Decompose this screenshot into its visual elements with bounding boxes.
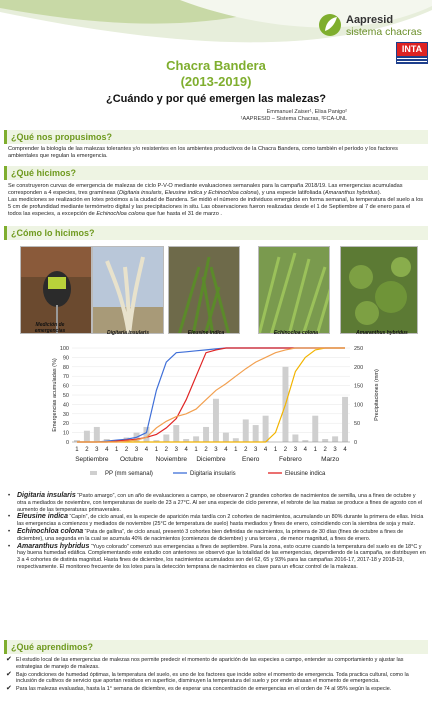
poster-years: (2013-2019): [180, 74, 252, 89]
x-week-label: 4: [303, 447, 307, 453]
y-tick-label: 0: [65, 440, 69, 446]
precip-bar: [84, 431, 90, 442]
x-week-label: 2: [244, 447, 248, 453]
propose-text: Comprender la biología de las malezas tolerantes y/o resistentes en los ambientes productivos de la Chacra Bandera, como también el período y los factores ambientales que regulan la emergencia.: [8, 146, 398, 159]
y-tick-label: 90: [62, 355, 69, 362]
y-axis-title: Emergencias acumuladas (%): [52, 358, 58, 432]
precip-bar: [173, 425, 179, 442]
precip-bar: [292, 434, 298, 442]
y-tick-label: 70: [62, 374, 69, 381]
result-item: [8, 493, 426, 513]
aapresid-logo: [318, 12, 428, 42]
x-week-label: 1: [115, 447, 119, 453]
y-tick-label: 100: [59, 346, 69, 352]
y-tick-label: 60: [62, 383, 69, 390]
result-text: “Pata de gallina”, de ciclo anual, presentó 3 cohortes bien definidas de nacimientos, la primera de 30 días (fines de octubre a fines de diciembre), una segunda en la cual se acumula 40% de nacimientos (comienzos de diciembre) y una tercera , de menor magnitud, a fines de enero.: [17, 528, 404, 542]
done-p2: Las mediciones se realización en lotes próximos a la ciudad de Bandera. Se midió el número de individuos emergidos en forma semanal, la temperatura del suelo a los 5 cm de profundidad mediante termómetro digital y las precipitaciones in situ. Las observaciones fueron realizadas desde el 1 de Septiembre al 7 de enero para el todos las especies, a excepción de: [8, 197, 424, 217]
y-tick-label: 30: [62, 411, 69, 418]
result-item: [8, 544, 426, 571]
precip-bar: [163, 434, 169, 442]
precip-bar: [342, 397, 348, 442]
results-list: [8, 493, 426, 572]
y2-tick-label: 100: [354, 402, 364, 409]
emergence-chart: [50, 342, 390, 492]
x-week-label: 1: [194, 447, 198, 453]
precip-bar: [253, 425, 259, 442]
done-text: [8, 183, 424, 218]
result-item: [8, 514, 426, 528]
inta-text: INTA: [397, 43, 427, 56]
y-tick-label: 40: [62, 402, 69, 409]
precip-bar: [322, 439, 328, 442]
x-week-label: 1: [313, 447, 317, 453]
learned-item: [6, 657, 426, 671]
x-month-label: Septiembre: [75, 456, 109, 463]
x-week-label: 1: [234, 447, 238, 453]
precip-bar: [223, 433, 229, 442]
x-month-label: Enero: [242, 456, 260, 463]
learned-text: El estudio local de las emergencias de malezas nos permite predecir el momento de aparición de las especies a campo, entender su comportamiento y ajustar las estrategias de manejo de malezas.: [16, 657, 404, 670]
x-week-label: 3: [174, 447, 178, 453]
photo-amaranthus: [340, 246, 418, 334]
result-species: Amaranthus hybridus: [17, 542, 90, 550]
done-p2-species: Echinochloa colona: [96, 211, 145, 217]
learned-item: [6, 672, 426, 686]
legend-label: Eleusine indica: [285, 471, 326, 477]
result-species: Eleusine indica: [17, 513, 68, 521]
x-week-label: 3: [293, 447, 298, 453]
x-week-label: 4: [184, 447, 188, 453]
aapresid-leaf-icon: [318, 12, 342, 38]
precip-bar: [193, 436, 199, 442]
photo-caption-4: Echinocloa colona: [273, 330, 319, 336]
legend-swatch: [90, 471, 97, 475]
precip-bar: [143, 427, 149, 442]
x-month-label: Febrero: [279, 456, 302, 463]
check-icon: ✔: [6, 685, 12, 693]
y-tick-label: 20: [62, 421, 69, 428]
x-week-label: 3: [134, 447, 139, 453]
x-month-label: Octubre: [120, 456, 144, 463]
x-week-label: 2: [164, 447, 168, 453]
learned-list: [6, 657, 426, 694]
section-heading-done: ¿Qué hicimos?: [4, 166, 428, 180]
y2-tick-label: 50: [354, 421, 361, 428]
x-week-label: 2: [85, 447, 89, 453]
check-icon: ✔: [6, 670, 12, 678]
photo-caption-5: Amaranthus hybridus: [356, 330, 408, 336]
y2-tick-label: 0: [354, 440, 358, 446]
photo-digitaria: [92, 246, 164, 334]
photo-caption-2: Digitaria insularis: [107, 330, 149, 336]
y2-tick-label: 250: [354, 346, 364, 352]
photo-caption-1: Medición de emergencias: [34, 322, 66, 334]
x-week-label: 2: [323, 447, 327, 453]
done-p1-latif: Amaranthus hybridus: [324, 190, 378, 196]
result-text: “Pasto amargo”, con un año de evaluaciones a campo, se observaron 2 grandes cohortes de nacimientos de semilla, una a fines de octubre y otra a mediados de noviembre, con temperaturas de suelo de 23 a 27°C. Al ser una especie de ciclo perenne, el rebrote de las matas se produce a fines de agosto con el aumento de las temperaturas primaverales.: [17, 493, 423, 513]
authors-block: [241, 109, 347, 123]
x-week-label: 1: [75, 447, 79, 453]
done-p1: Se construyeron curvas de emergencia de malezas de ciclo P-V-O mediante evaluaciones semanales para la campaña 2018/19. Las emergencias acumuladas corresponden a 4 especies, tres gramíneas (: [8, 183, 403, 196]
done-p2-end: que fue hasta el 31 de marzo .: [144, 211, 222, 217]
result-text: “Capín”, de ciclo anual, es la especie de aparición más tardía con 2 cohortes de nacimientos, acumulando un 80% durante la primera de ellas. Inicia las emergencias a comienzos y mediados de noviembre (25°C de temperatura de suelo) hasta mediados y fines de enero, coincidiendo con la siembra de soja y maíz.: [17, 514, 424, 528]
affiliation: ¹AAPRESID – Sistema Chacras, ²FCA-UNL: [240, 116, 347, 122]
legend-label: PP (mm semanal): [105, 471, 153, 477]
x-week-label: 4: [263, 447, 268, 453]
result-species: Echinochloa colona: [17, 527, 84, 535]
x-week-label: 1: [154, 447, 159, 453]
x-week-label: 3: [95, 447, 99, 453]
brand-program: sistema chacras: [346, 26, 422, 38]
x-week-label: 4: [224, 447, 228, 453]
result-species: Digitaria insularis: [17, 492, 76, 499]
x-week-label: 4: [343, 447, 347, 453]
done-p1-end: ), y una especie latifoliada (: [256, 190, 325, 196]
x-week-label: 3: [333, 447, 337, 453]
y-tick-label: 10: [62, 430, 69, 437]
photo-eleusine: [168, 246, 240, 334]
poster-subtitle: ¿Cuándo y por qué emergen las malezas?: [105, 93, 327, 105]
learned-item: [6, 686, 426, 693]
x-week-label: 3: [254, 447, 258, 453]
section-heading-learned: ¿Qué aprendimos?: [4, 640, 428, 654]
done-p1-close: ).: [377, 190, 382, 196]
precip-bar: [243, 419, 249, 442]
x-month-label: Diciembre: [196, 456, 226, 463]
check-icon: ✔: [6, 656, 12, 663]
poster-title: Chacra Bandera: [166, 58, 266, 73]
x-week-label: 1: [273, 447, 278, 453]
x-week-label: 4: [144, 447, 149, 453]
precip-bar: [203, 427, 209, 442]
x-month-label: Marzo: [321, 456, 340, 463]
y-tick-label: 80: [62, 364, 69, 371]
result-item: [8, 529, 426, 543]
authors: Emmanuel Zaiser¹, Elisa Panigo²: [266, 109, 347, 115]
x-month-label: Noviembre: [155, 456, 188, 463]
precip-bar: [94, 427, 100, 442]
x-week-label: 2: [124, 447, 129, 453]
learned-text: Bajo condiciones de humedad óptimas, la temperatura del suelo, es uno de los factores que incide sobre el momento de emergencia. Toda practica cultural, como la inclusión de cultivos de servicio que aportan residuos en superficie, disminuyen la temperatura del suelo y por ende atrasan el momento de emergencia.: [16, 671, 409, 685]
y2-tick-label: 200: [354, 364, 364, 371]
x-week-label: 3: [214, 447, 218, 453]
x-week-label: 2: [283, 447, 288, 453]
photo-echinochloa: [258, 246, 330, 334]
y2-tick-label: 150: [354, 383, 364, 390]
result-text: “Yuyo colorado” comenzó sus emergencias a fines de septiembre. Para la zona, esto ocurre cuando la temperatura del suelo es de 18°C y hay buena humedad edáfica. Complementando este estudio con anteriores se observó que la totalidad de las emergencias, dependiendo de la campaña, se distribuyen en 3 a 4 cohortes de distinta magnitud. Hasta fines de diciembre, los nacimientos acumulados son del 62, 65 y 93% para las campañas 2016-17, 2017-18 y 2018-19, respectivamente. El monitoreo frecuente de los lotes para la detección temprana de nacimientos es clave para un eficaz control de la malezas.: [17, 543, 426, 570]
x-week-label: 2: [204, 447, 208, 453]
done-p1-species: Digitaria insularis, Eleusine indica y Echinochloa colona: [119, 190, 257, 196]
photo-caption-3: Eleusine indica: [187, 330, 225, 336]
x-week-label: 4: [105, 447, 109, 453]
photo-thermometer: [20, 246, 92, 334]
precip-bar: [332, 436, 338, 442]
precip-bar: [213, 399, 219, 442]
precip-bar: [312, 416, 318, 442]
learned-text: Para las malezas evaluadas, hasta la 1° semana de diciembre, es de esperar una concentración de emergencias en el orden de 74 al 95% según la especie.: [16, 686, 392, 693]
legend-label: Digitaria insularis: [190, 471, 236, 477]
chart-svg: [50, 342, 390, 492]
brand-name: Aapresid: [346, 14, 394, 26]
precip-bar: [263, 416, 269, 442]
y2-axis-title: Precipitaciones (mm): [374, 369, 380, 421]
section-heading-how: ¿Cómo lo hicimos?: [4, 226, 428, 240]
y-tick-label: 50: [62, 393, 69, 399]
section-heading-propose: ¿Qué nos propusimos?: [4, 130, 428, 144]
